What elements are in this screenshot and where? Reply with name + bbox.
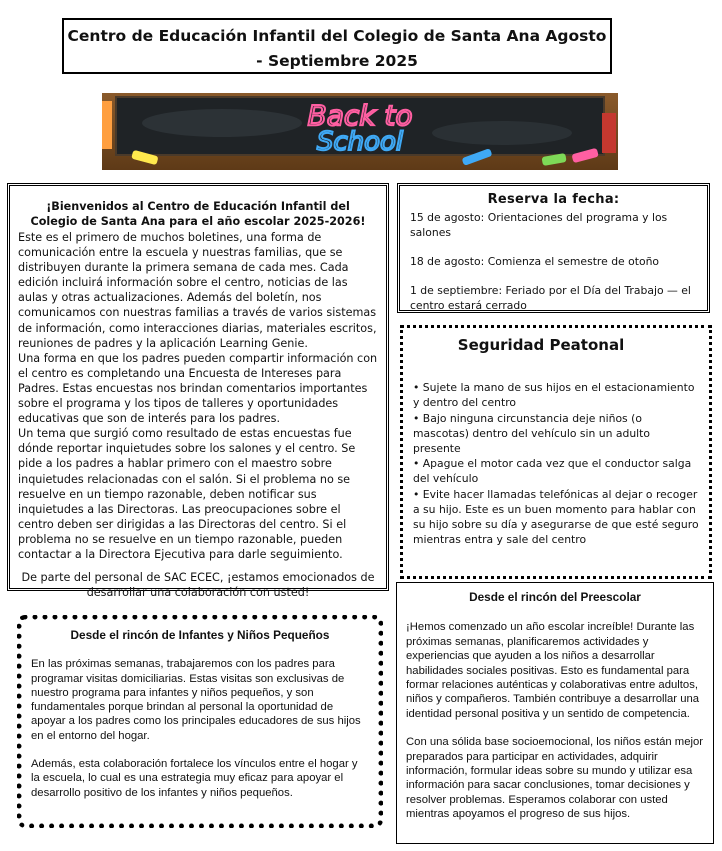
preschool-heading: Desde el rincón del Preescolar: [469, 590, 641, 604]
welcome-paragraph-2: Una forma en que los padres pueden compartir información con el centro es completando una Encuesta de Intereses para Padres. Estas encuestas nos brindan comentarios importantes sobre el programa y los tipos de talleres y oportunidades educativas que son de interés para los padres.: [18, 351, 378, 426]
infants-toddlers-section: [17, 615, 383, 828]
banner-text-back-to: Back to: [307, 99, 413, 132]
safety-list: [413, 380, 699, 547]
welcome-heading: ¡Bienvenidos al Centro de Educación Infantil del Colegio de Santa Ana para el año escolar 2025-2026!: [30, 200, 366, 228]
save-the-date-heading: Reserva la fecha:: [487, 192, 620, 207]
pencil-red: [602, 113, 616, 153]
safety-item: • Sujete la mano de sus hijos en el estacionamiento y dentro del centro: [413, 381, 695, 410]
safety-item: • Evite hacer llamadas telefónicas al dejar o recoger a su hijo. Este es un buen momento para hablar con su hijo sobre su día y asegurarse de que esté seguro mientras entra y sale del centro: [413, 487, 699, 547]
infants-paragraph-2: Además, esta colaboración fortalece los vínculos entre el hogar y la escuela, lo cual es una estrategia muy eficaz para apoyar el desarrollo positivo de los infantes y niños pequeños.: [31, 758, 358, 799]
event-item: 18 de agosto: Comienza el semestre de otoño: [410, 255, 660, 268]
preschool-paragraph-1: ¡Hemos comenzado un año escolar increíble! Durante las próximas semanas, planificaremos actividades y experiencias que ayuden a los niños a desarrollar habilidades sociales positivas. Esto es fundamental para formar relaciones auténticas y colaborativas entre adultos, niños y compañeros. También contribuye a desarrollar una identidad personal positiva y un sentido de competencia.: [406, 621, 700, 720]
newsletter-title-box: [62, 18, 612, 74]
safety-item: • Bajo ninguna circunstancia deje niños (o mascotas) dentro del vehículo sin un adulto presente: [413, 411, 651, 456]
infants-paragraph-1: En las próximas semanas, trabajaremos con los padres para programar visitas domiciliarias. Estas visitas son exclusivas de nuestro programa para infantes y niños pequeños, y son fundamentales porque brindan al personal la oportunidad de apoyar a los padres como los principales educadores de sus hijos en el entorno del hogar.: [31, 658, 361, 742]
banner-text-school: School: [316, 127, 404, 157]
pedestrian-safety-section: [400, 325, 712, 579]
preschool-section: [396, 582, 714, 844]
safety-item: • Apague el motor cada vez que el conductor salga del vehículo: [413, 457, 692, 486]
newsletter-title: Centro de Educación Infantil del Colegio de Santa Ana Agosto - Septiembre 2025: [67, 27, 607, 70]
welcome-section: [7, 183, 389, 600]
chalkboard-illustration: [102, 93, 618, 170]
welcome-paragraph-3: Un tema que surgió como resultado de estas encuestas fue dónde reportar inquietudes sobre los salones y el centro. Se pide a los padres a hablar primero con el maestro sobre inquietudes relacionadas con el salón. Si el problema no se resuelve en un tiempo razonable, deben notificar sus inquietudes a las Directoras. Las preocupaciones sobre el centro deben ser dirigidas a las Directoras del centro. Si el problema no se resuelve en un tiempo razonable, pueden contactar a la Directora Ejecutiva para darle seguimiento.: [18, 427, 356, 561]
event-item: 15 de agosto: Orientaciones del programa y los salones: [410, 211, 668, 239]
back-to-school-banner: [102, 93, 618, 170]
infants-heading: Desde el rincón de Infantes y Niños Pequeños: [70, 628, 330, 642]
pencil-orange: [102, 101, 112, 149]
event-item: 1 de septiembre: Feriado por el Día del Trabajo — el centro estará cerrado: [410, 284, 691, 312]
preschool-paragraph-2: Con una sólida base socioemocional, los niños están mejor preparados para participar en actividades, adquirir información, formular ideas sobre su mundo y utilizar esa información para sacar conclusiones, tomar decisiones y resolver problemas. Esperamos colaborar con usted mientras apoyamos el progreso de sus hijos.: [406, 736, 704, 821]
welcome-paragraph-1: Este es el primero de muchos boletines, una forma de comunicación entre la escuela y nuestras familias, que se distribuyen durante la primera semana de cada mes. Cada edición incluirá información sobre el centro, noticias de las aulas y otras actualizaciones. Además del boletín, nos comunicamos con nuestras familias a través de varios sistemas de información, como interacciones diarias, materiales escritos, reuniones de padres y la aplicación Learning Genie.: [18, 231, 377, 350]
welcome-closing: De parte del personal de SAC ECEC, ¡estamos emocionados de desarrollar una colaboración con usted!: [21, 571, 375, 600]
save-the-date-section: [397, 183, 710, 313]
pedestrian-safety-heading: Seguridad Peatonal: [457, 336, 625, 354]
